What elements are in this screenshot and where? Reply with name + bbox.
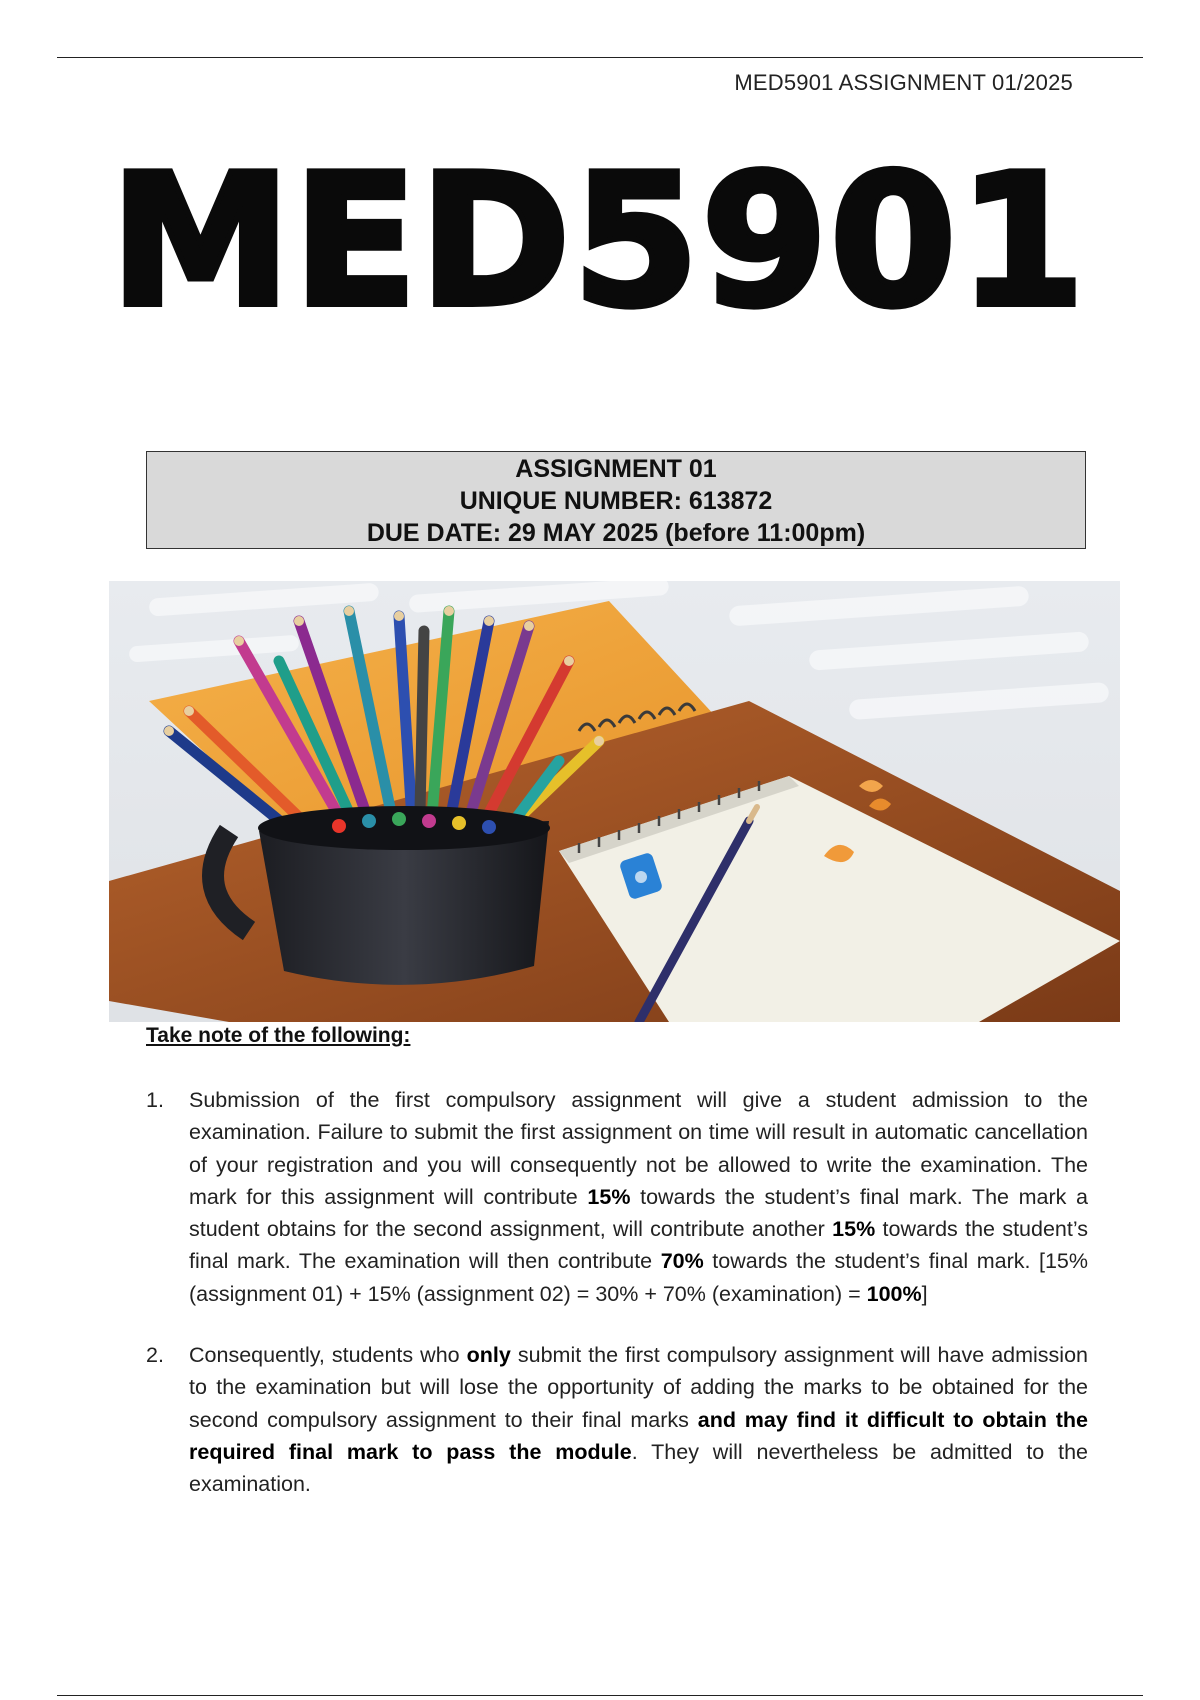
item-number: 1. [146, 1088, 164, 1112]
list-item [146, 1084, 1088, 1310]
assignment-info-box [146, 451, 1086, 549]
assignment-number: ASSIGNMENT 01 [515, 455, 717, 483]
notes-heading: Take note of the following: [146, 1024, 411, 1047]
unique-number: UNIQUE NUMBER: 613872 [459, 487, 773, 515]
item-text: Consequently, students who only submit the first compulsory assignment will have admission to the examination but will lose the opportunity of adding the marks to be obtained for the second compulsory assignment to their final marks and may find it difficult to obtain the required final mark to pass the module. They will nevertheless be admitted to the examination. [189, 1343, 1089, 1497]
top-rule [57, 57, 1143, 58]
item-number: 2. [146, 1343, 164, 1368]
module-title: MED5901 [110, 135, 1088, 347]
notes-list [146, 1084, 1088, 1530]
header-code: MED5901 ASSIGNMENT 01/2025 [734, 70, 1073, 95]
bottom-rule [57, 1695, 1143, 1696]
cover-photo [109, 581, 1120, 1022]
item-text: Submission of the first compulsory assignment will give a student admission to the examination. Failure to submit the first assignment on time will result in automatic cancellation of your registration and you will consequently not be allowed to write the examination. The mark for this assignment will contribute 15% towards the student’s final mark. The mark a student obtains for the second assignment, will contribute another 15% towards the student’s final mark. The examination will then contribute 70% towards the student’s final mark. [15% (assignment 01) + 15% (assignment 02) = 30% + 70% (examination) = 100%] [189, 1088, 1089, 1306]
due-date: DUE DATE: 29 MAY 2025 (before 11:00pm) [366, 519, 866, 547]
list-item [146, 1339, 1088, 1500]
